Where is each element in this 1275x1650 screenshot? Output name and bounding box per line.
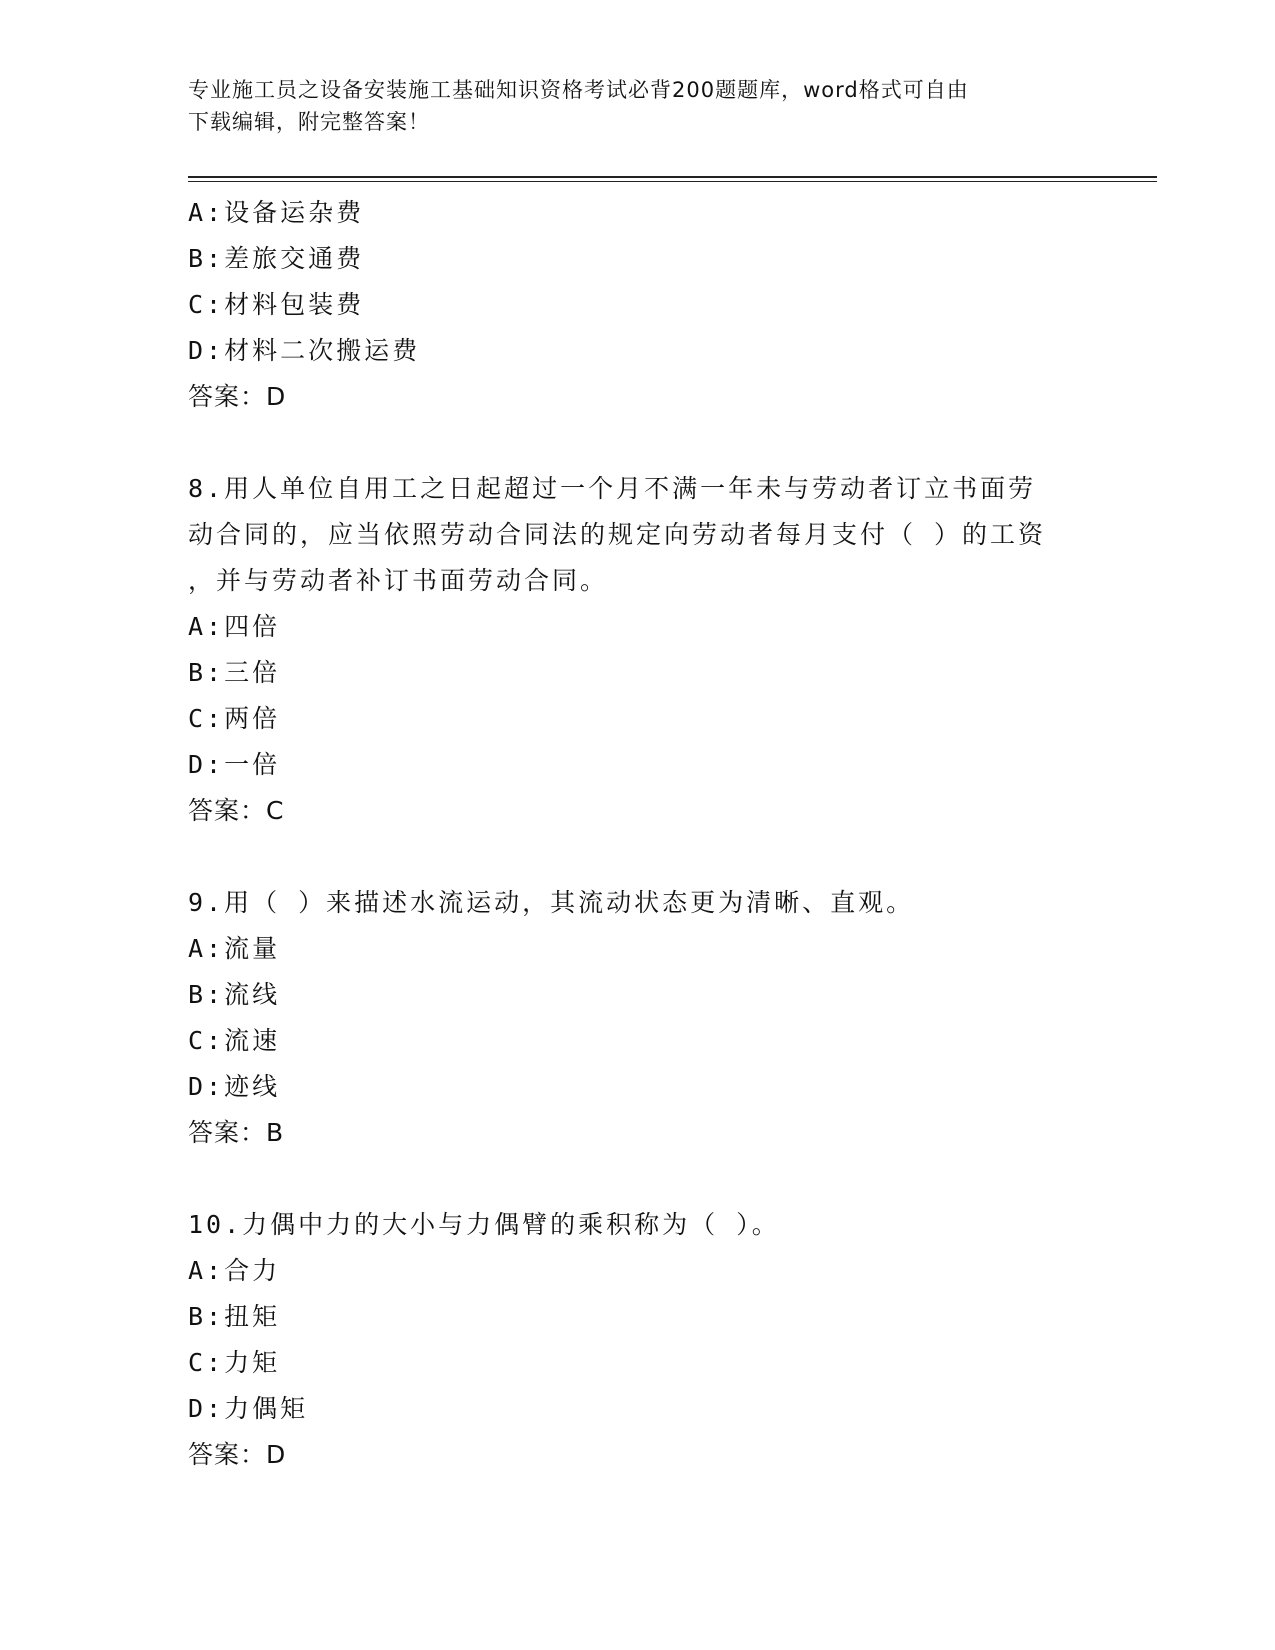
option-b: B:扭矩 (188, 1302, 281, 1331)
question-block-8 (188, 466, 1148, 834)
answer-line: 答案：B (188, 1118, 285, 1147)
option-b: B:三倍 (188, 658, 281, 687)
header-rule-thick (188, 176, 1157, 178)
answer-line: 答案：D (188, 382, 287, 411)
option-a: A:流量 (188, 934, 281, 963)
option-b: B:流线 (188, 980, 281, 1009)
header-line-1: 专业施工员之设备安装施工基础知识资格考试必背200题题库，word格式可自由 (188, 78, 969, 102)
question-stem-line: 动合同的，应当依照劳动合同法的规定向劳动者每月支付（ ）的工资 (188, 520, 1047, 549)
question-stem-line: 10.力偶中力的大小与力偶臂的乘积称为（ ）。 (188, 1210, 780, 1239)
header-rule-thin (188, 181, 1157, 182)
option-c: C:流速 (188, 1026, 281, 1055)
option-c: C:力矩 (188, 1348, 281, 1377)
question-content (188, 190, 1148, 1478)
option-d: D:力偶矩 (188, 1394, 309, 1423)
option-c: C:材料包装费 (188, 290, 365, 319)
question-block-prev (188, 190, 1148, 420)
document-header (188, 74, 1088, 138)
option-b: B:差旅交通费 (188, 244, 365, 273)
question-stem-line: ，并与劳动者补订书面劳动合同。 (188, 566, 609, 595)
option-a: A:四倍 (188, 612, 281, 641)
option-a: A:合力 (188, 1256, 281, 1285)
question-block-9 (188, 880, 1148, 1156)
question-stem-line: 9.用（ ）来描述水流运动，其流动状态更为清晰、直观。 (188, 888, 915, 917)
option-a: A:设备运杂费 (188, 198, 365, 227)
option-c: C:两倍 (188, 704, 281, 733)
option-d: D:迹线 (188, 1072, 281, 1101)
question-block-10 (188, 1202, 1148, 1478)
option-d: D:一倍 (188, 750, 281, 779)
answer-line: 答案：D (188, 1440, 287, 1469)
header-line-2: 下载编辑，附完整答案！ (188, 110, 430, 134)
option-d: D:材料二次搬运费 (188, 336, 421, 365)
question-stem-line: 8.用人单位自用工之日起超过一个月不满一年未与劳动者订立书面劳 (188, 474, 1037, 503)
answer-line: 答案：C (188, 796, 285, 825)
